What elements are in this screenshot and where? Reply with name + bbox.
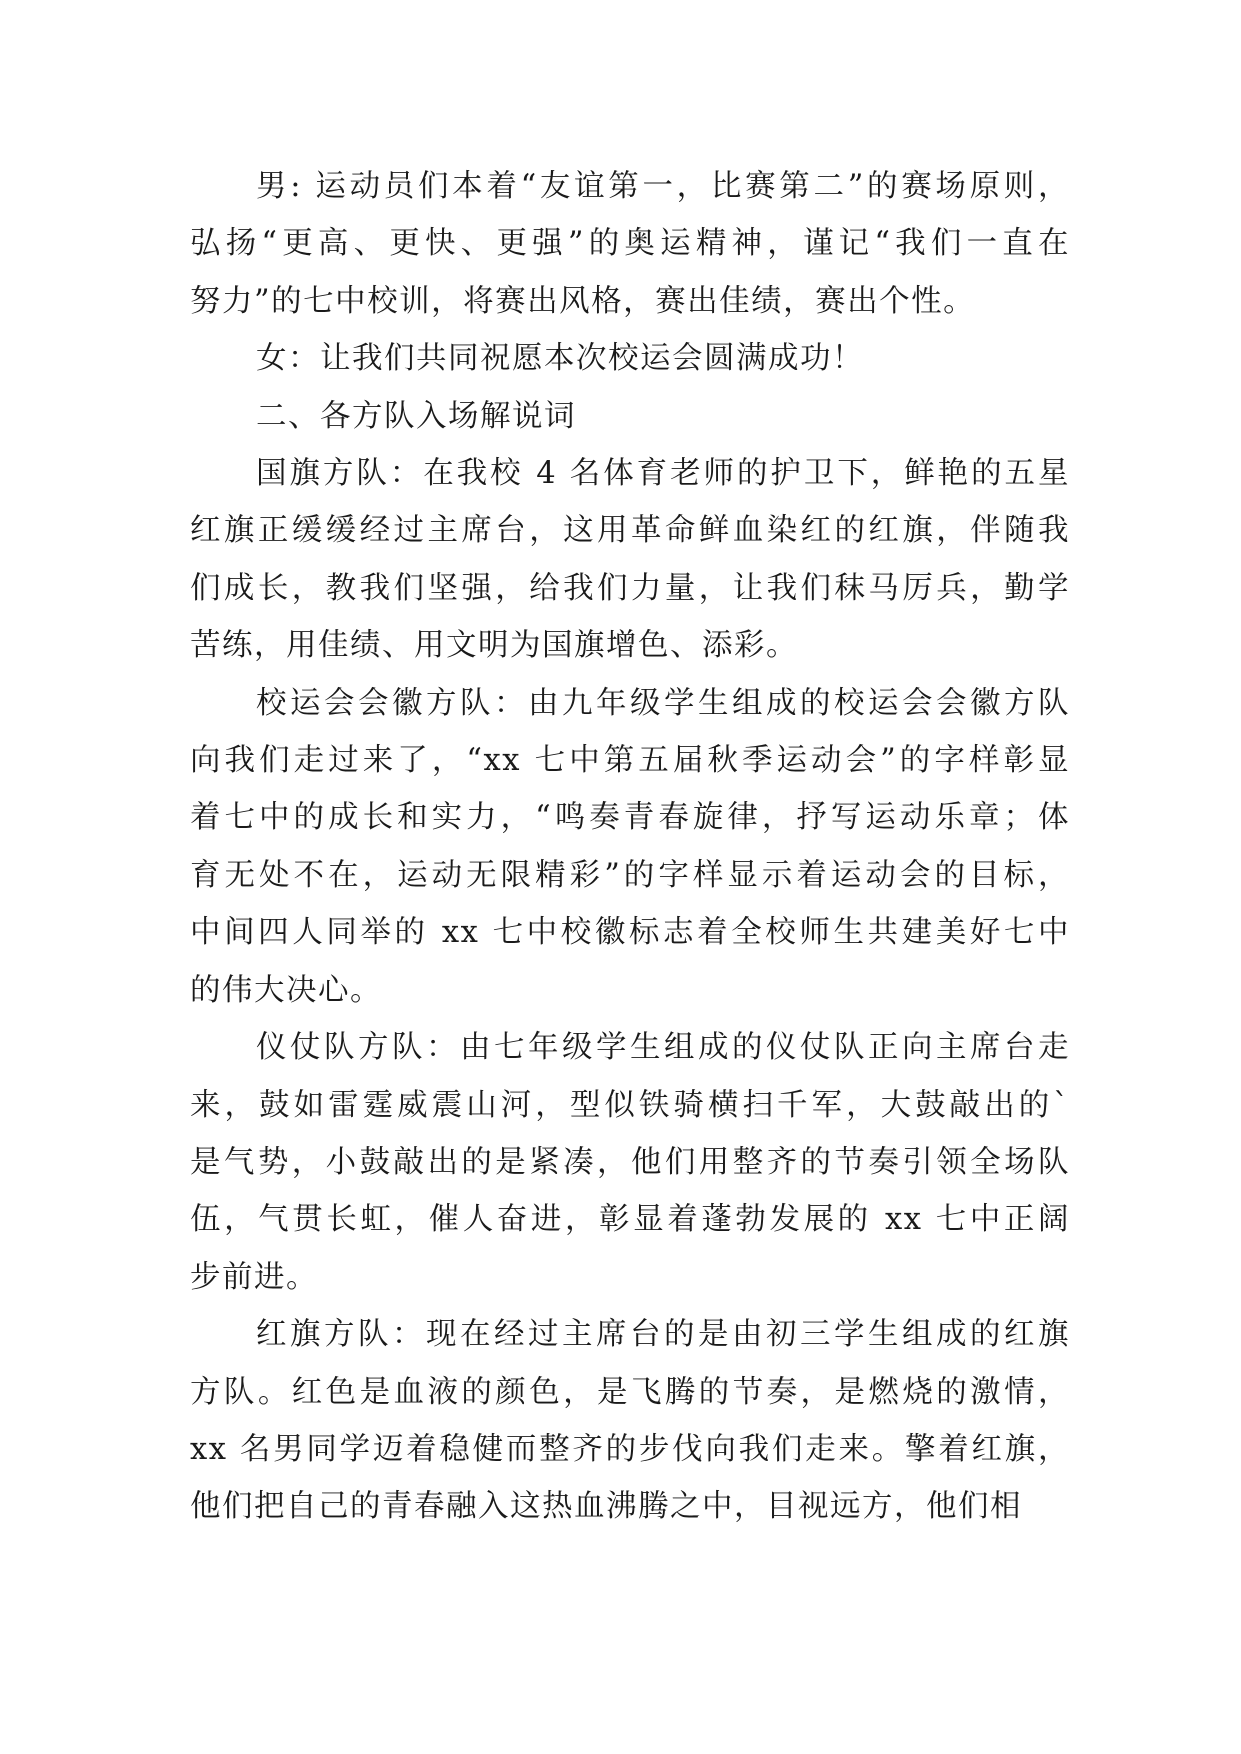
text-line: 弘扬“更高、更快、更强”的奥运精神，谨记“我们一直在 — [190, 226, 1070, 262]
text-line: 女：让我们共同祝愿本次校运会圆满成功！ — [256, 341, 864, 377]
text-line: 男: 运动员们本着“友谊第一，比赛第二”的赛场原则， — [256, 169, 1070, 204]
text-line: 国旗方队：在我校 4 名体育老师的护卫下，鲜艳的五星 — [256, 456, 1070, 492]
paragraph — [190, 158, 1070, 330]
text-line: 是气势，小鼓敲出的是紧凑，他们用整齐的节奏引领全场队 — [190, 1144, 1070, 1180]
text-line: 着七中的成长和实力，“鸣奏青春旋律，抒写运动乐章；体 — [190, 800, 1070, 836]
text-line: 方队。红色是血液的颜色，是飞腾的节奏，是燃烧的激情， — [190, 1374, 1070, 1410]
text-line: 努力”的七中校训，将赛出风格，赛出佳绩，赛出个性。 — [190, 283, 976, 319]
text-line: 育无处不在，运动无限精彩”的字样显示着运动会的目标， — [190, 857, 1070, 893]
paragraph — [190, 445, 1070, 675]
paragraph — [190, 1019, 1070, 1306]
text-line: 仪仗队方队：由七年级学生组成的仪仗队正向主席台走 — [256, 1030, 1070, 1066]
text-line: 中间四人同举的 xx 七中校徽标志着全校师生共建美好七中 — [190, 915, 1070, 951]
text-line: 校运会会徽方队：由九年级学生组成的校运会会徽方队 — [256, 685, 1070, 721]
text-line: 来，鼓如雷霆威震山河，型似铁骑横扫千军，大鼓敲出的` — [190, 1087, 1070, 1123]
text-line: 向我们走过来了，“xx 七中第五届秋季运动会”的字样彰显 — [190, 743, 1070, 779]
text-line: 的伟大决心。 — [190, 972, 382, 1008]
paragraph — [190, 330, 1070, 387]
paragraph — [190, 675, 1070, 1019]
text-line: xx 名男同学迈着稳健而整齐的步伐向我们走来。擎着红旗， — [190, 1431, 1070, 1467]
text-line: 们成长，教我们坚强，给我们力量，让我们秣马厉兵，勤学 — [190, 570, 1070, 606]
text-line: 步前进。 — [190, 1259, 318, 1295]
text-line: 二、各方队入场解说词 — [256, 398, 576, 434]
text-line: 伍，气贯长虹，催人奋进，彰显着蓬勃发展的 xx 七中正阔 — [190, 1202, 1070, 1238]
paragraph — [190, 1306, 1070, 1536]
text-line: 红旗正缓缓经过主席台，这用革命鲜血染红的红旗，伴随我 — [190, 513, 1070, 549]
text-line: 红旗方队：现在经过主席台的是由初三学生组成的红旗 — [256, 1317, 1070, 1353]
document-body — [190, 158, 1070, 1536]
text-line: 苦练，用佳绩、用文明为国旗增色、添彩。 — [190, 628, 798, 664]
paragraph — [190, 388, 1070, 445]
text-line: 他们把自己的青春融入这热血沸腾之中，目视远方，他们相 — [190, 1489, 1022, 1525]
